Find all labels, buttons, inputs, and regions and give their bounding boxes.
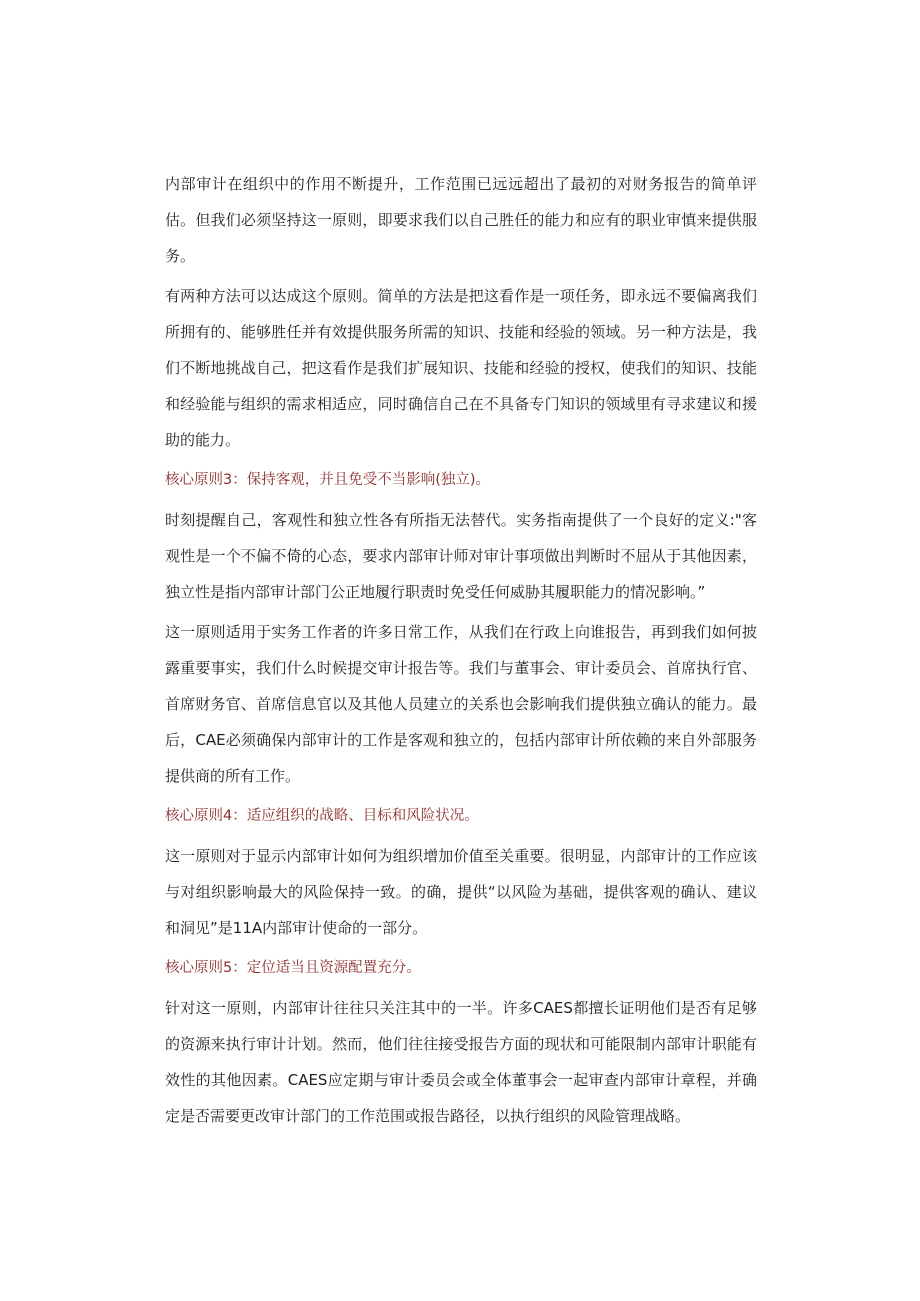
document-page (165, 166, 757, 1138)
paragraph-resources-positioning: 针对这一原则，内部审计往往只关注其中的一半。许多CAES都擅长证明他们是否有足够的资源来执行审计计划。然而，他们往往接受报告方面的现状和可能限制内部审计职能有效性的其他因素。CAES应定期与审计委员会或全体董事会一起审查内部审计章程，并确定是否需要更改审计部门的工作范围或报告路径，以执行组织的风险管理战略。 (165, 999, 757, 1125)
paragraph-independence-practice: 这一原则适用于实务工作者的许多日常工作，从我们在行政上向谁报告，再到我们如何披露重要事实，我们什么时候提交审计报告等。我们与董事会、审计委员会、首席执行官、首席财务官、首席信息官以及其他人员建立的关系也会影响我们提供独立确认的能力。最后，CAE必须确保内部审计的工作是客观和独立的，包括内部审计所依赖的来自外部服务提供商的所有工作。 (165, 623, 757, 785)
heading-core-principle-5: 核心原则5：定位适当且资源配置充分。 (165, 960, 421, 976)
heading-core-principle-4: 核心原则4：适应组织的战略、目标和风险状况。 (165, 808, 479, 824)
paragraph-risk-alignment: 这一原则对于显示内部审计如何为组织增加价值至关重要。很明显，内部审计的工作应该与对组织影响最大的风险保持一致。的确，提供“以风险为基础，提供客观的确认、建议和洞见”是11A内部审计使命的一部分。 (165, 847, 757, 937)
paragraph-competence: 内部审计在组织中的作用不断提升，工作范围已远远超出了最初的对财务报告的简单评估。但我们必须坚持这一原则，即要求我们以自己胜任的能力和应有的职业审慎来提供服务。 (165, 175, 757, 265)
paragraph-objectivity-definition: 时刻提醒自己，客观性和独立性各有所指无法替代。实务指南提供了一个良好的定义:"客观性是一个不偏不倚的心态，要求内部审计师对审计事项做出判断时不屈从于其他因素，独立性是指内部审计部门公正地履行职责时免受任何威胁其履职能力的情况影响。” (165, 511, 757, 601)
paragraph-two-methods: 有两种方法可以达成这个原则。简单的方法是把这看作是一项任务，即永远不要偏离我们所拥有的、能够胜任并有效提供服务所需的知识、技能和经验的领域。另一种方法是，我们不断地挑战自己，把这看作是我们扩展知识、技能和经验的授权，使我们的知识、技能和经验能与组织的需求相适应，同时确信自己在不具备专门知识的领域里有寻求建议和援助的能力。 (165, 287, 757, 449)
heading-core-principle-3: 核心原则3：保持客观，并且免受不当影响(独立)。 (165, 472, 491, 488)
